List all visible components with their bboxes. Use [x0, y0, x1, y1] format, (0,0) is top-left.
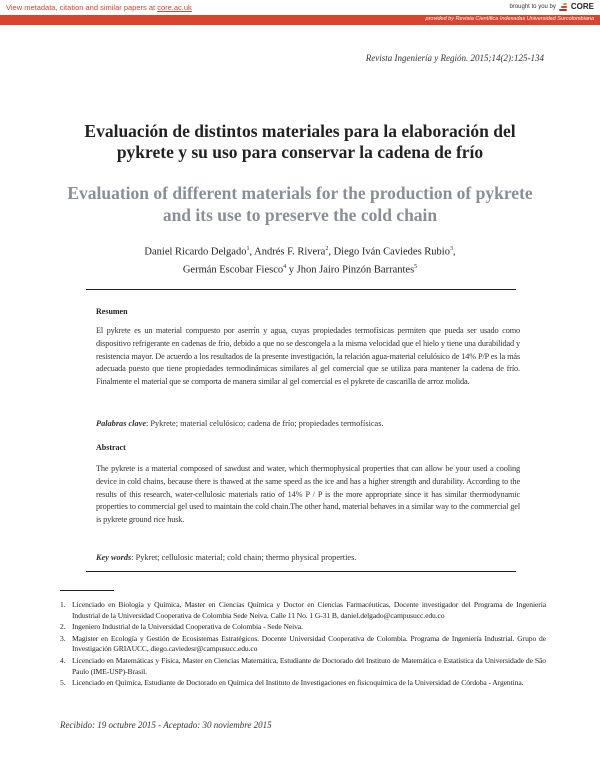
core-logo-icon	[559, 3, 569, 11]
footnote-item	[60, 634, 546, 655]
author-separator: ,	[249, 246, 255, 258]
footnote-rule	[60, 590, 114, 591]
author-affiliation: 3	[449, 246, 453, 252]
footnote-item	[60, 678, 546, 689]
core-link-text: View metadata, citation and similar papers at	[6, 3, 158, 12]
author-list	[70, 242, 530, 277]
author-affiliation: 2	[325, 246, 329, 252]
footnote-item	[60, 622, 546, 633]
core-link-domain: core.ac.uk	[157, 3, 192, 12]
author-affiliation: 1	[246, 246, 250, 252]
footnote-text: Licenciado en Química, Estudiante de Doctorado en Química del Instituto de Investigaciones en fisicoquímica de la Universidad de Córdoba - Argentina.	[72, 678, 524, 688]
author-name: Germán Escobar Fiesco	[182, 264, 284, 275]
footnote-number: 4.	[60, 655, 66, 665]
footnote-number: 2.	[60, 622, 66, 632]
core-metadata-link[interactable]	[6, 3, 192, 12]
resumen-keywords	[96, 418, 520, 430]
key-words-text: : Pykret; cellulosic material; cold chain; thermo physical properties.	[131, 553, 357, 562]
journal-reference: Revista Ingeniería y Región. 2015;14(2):125-134	[365, 53, 544, 63]
core-banner	[0, 0, 600, 28]
abstract-heading: Abstract	[96, 443, 126, 452]
key-words-label: Key words	[96, 553, 132, 562]
provided-by-bar[interactable]	[0, 15, 600, 25]
footnote-text: Magister en Ecología y Gestión de Ecosistemas Estratégicos. Docente Universidad Cooperativa de Colombia. Programa de Ingeniería Industrial. Grupo de Investigación GRIAUCC, diego.caviedesr@campusucc.edu.co	[72, 633, 546, 654]
footnote-number: 1.	[60, 600, 66, 609]
provided-by-text: provided by Revista Científica Indexadas Universidad Surcolombiana	[425, 16, 594, 22]
footnote-number: 5.	[60, 678, 66, 688]
author-affiliation: 5	[414, 263, 418, 270]
brought-by[interactable]	[510, 2, 595, 11]
author-name: Daniel Ricardo Delgado	[144, 246, 247, 258]
title-spanish: Evaluación de distintos materiales para la elaboración del pykrete y su uso para conservar la cadena de frío	[84, 121, 516, 162]
received-accepted-dates: Recibido: 19 octubre 2015 - Aceptado: 30 noviembre 2015	[60, 720, 272, 730]
footnote-item	[60, 600, 546, 621]
author-name: Jhon Jairo Pinzón Barrantes	[296, 264, 415, 275]
footnote-text: Licenciado en Biología y Química, Master en Ciencias Química y Doctor en Ciencias Farmacéuticas, Docente investigador del Programa de Ingeniería Industrial de la Universidad Cooperativa de Colombia Sede Neiva. Calle 11 No. 1 G-31 B, daniel.delgado@campusucc.edu.co	[72, 600, 546, 620]
resumen-text: El pykrete es un material compuesto por aserrín y agua, cuyas propiedades termofísicas permiten que pueda ser usado como dispositivo refrigerante en cadenas de frío, debido a que no se descongela a la misma velocidad que el hielo y tiene una durabilidad y resistencia mayor. De acuerdo a los resultados de la presente investigación, la relación agua-material celulósico de 14% P/P es la más adecuada puesto que tiene propiedades termodinámicas similares al gel comercial que se utiliza para mantener la cadena de frío. Finalmente el material que se comporta de manera similar al gel comercial es el pykrete de cascarilla de arroz molida.	[96, 326, 520, 387]
divider-top	[86, 289, 516, 290]
resumen-heading: Resumen	[96, 307, 128, 316]
footnote-item	[60, 656, 546, 677]
divider-bottom	[86, 571, 516, 572]
author-separator: ,	[328, 246, 334, 258]
author-separator: y	[286, 264, 297, 275]
footnote-text: Licenciado en Matemáticas y Física, Master en Ciencias Matemática, Estudiante de Doctorado del Instituto de Matemática e Estatística da Universidade de São Paulo (IME-USP)-Brasil.	[72, 655, 546, 676]
author-name: Diego Iván Caviedes Rubio	[333, 246, 450, 258]
footnote-number: 3.	[60, 633, 66, 643]
author-separator: ,	[452, 246, 456, 258]
keywords-label: Palabras clave	[96, 419, 147, 428]
author-name: Andrés F. Rivera	[254, 246, 326, 258]
core-logo[interactable]	[559, 2, 594, 11]
abstract-keywords	[96, 552, 520, 564]
brought-by-text: brought to you by	[509, 3, 556, 10]
core-top-strip	[0, 0, 600, 14]
core-logo-text: CORE	[570, 2, 594, 11]
footnote-list	[60, 600, 546, 690]
keywords-text: : Pykrete; material celulósico; cadena de frío; propiedades termofísicas.	[146, 419, 384, 428]
title-english: Evaluation of different materials for the production of pykrete and its use to preserve the cold chain	[67, 183, 533, 225]
footnote-text: Ingeniero Industrial de la Universidad Cooperativa de Colombia - Sede Neiva.	[72, 622, 303, 632]
author-affiliation: 4	[283, 263, 287, 270]
abstract-text: The pykrete is a material composed of sawdust and water, which thermophysical properties that can allow be your used a cooling device in cold chains, because there is thawed at the same speed as the ice and has a higher strength and durability. According to the results of this research, water-cellulosic materials ratio of 14% P / P is the more appropriate since it has similar thermodynamic properties to commercial gel used to maintain the cold chain.The other hand, material behaves in a similar way to the commercial gel is pykrete ground rice husk.	[96, 464, 520, 525]
